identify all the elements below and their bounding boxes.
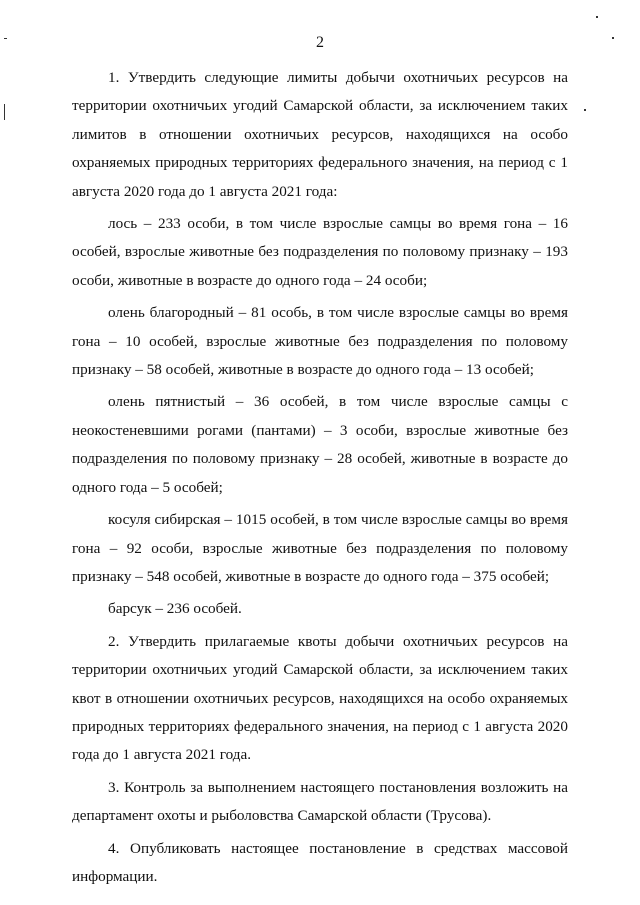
paragraph-badger: барсук – 236 особей. — [108, 600, 242, 618]
paragraph-roe-deer: косуля сибирская – 1015 особей, в том числе взрослые самцы во время гона – 92 особи, взрослые животные без подразделения по половому признаку – 548 особей, животные в возрасте до одного года – 375 особей; — [72, 511, 568, 585]
paragraph-2: 2. Утвердить прилагаемые квоты добычи охотничьих ресурсов на территории охотничьих угодий Самарской области, за исключением таких квот в отношении охотничьих ресурсов, находящихся на особо охраняемых природных территориях федерального значения, на период с 1 августа 2020 года до 1 августа 2021 года. — [72, 632, 568, 764]
page-number: 2 — [316, 34, 324, 51]
paragraph-red-deer: олень благородный – 81 особь, в том числе взрослые самцы во время гона – 10 особей, взрослые животные без подразделения по половому признаку – 58 особей, животные в возрасте до одного года – 13 особей; — [72, 304, 568, 379]
paragraph-elk: лось – 233 особи, в том числе взрослые самцы во время гона – 16 особей, взрослые животные без подразделения по половому признаку – 193 особи, животные в возрасте до одного года – 24 особи; — [72, 215, 568, 289]
paragraph-1: 1. Утвердить следующие лимиты добычи охотничьих ресурсов на территории охотничьих угодий Самарской области, за исключением таких лимитов в отношении охотничьих ресурсов, находящихся на особо охраняемых природных территориях федерального значения, на период с 1 августа 2020 года до 1 августа 2021 года: — [72, 69, 568, 200]
document-body — [72, 64, 568, 895]
scan-mark — [596, 16, 598, 18]
scan-mark — [584, 109, 586, 111]
paragraph-3: 3. Контроль за выполнением настоящего постановления возложить на департамент охоты и рыболовства Самарской области (Трусова). — [72, 778, 568, 825]
paragraph-4: 4. Опубликовать настоящее постановление в средствах массовой информации. — [72, 839, 568, 885]
paragraph-sika-deer: олень пятнистый – 36 особей, в том числе взрослые самцы с неокостеневшими рогами (пантами) – 3 особи, взрослые животные без подразделения по половому признаку – 28 особей, животные в возрасте до одного года – 5 особей; — [72, 393, 568, 496]
scan-mark — [4, 104, 5, 120]
